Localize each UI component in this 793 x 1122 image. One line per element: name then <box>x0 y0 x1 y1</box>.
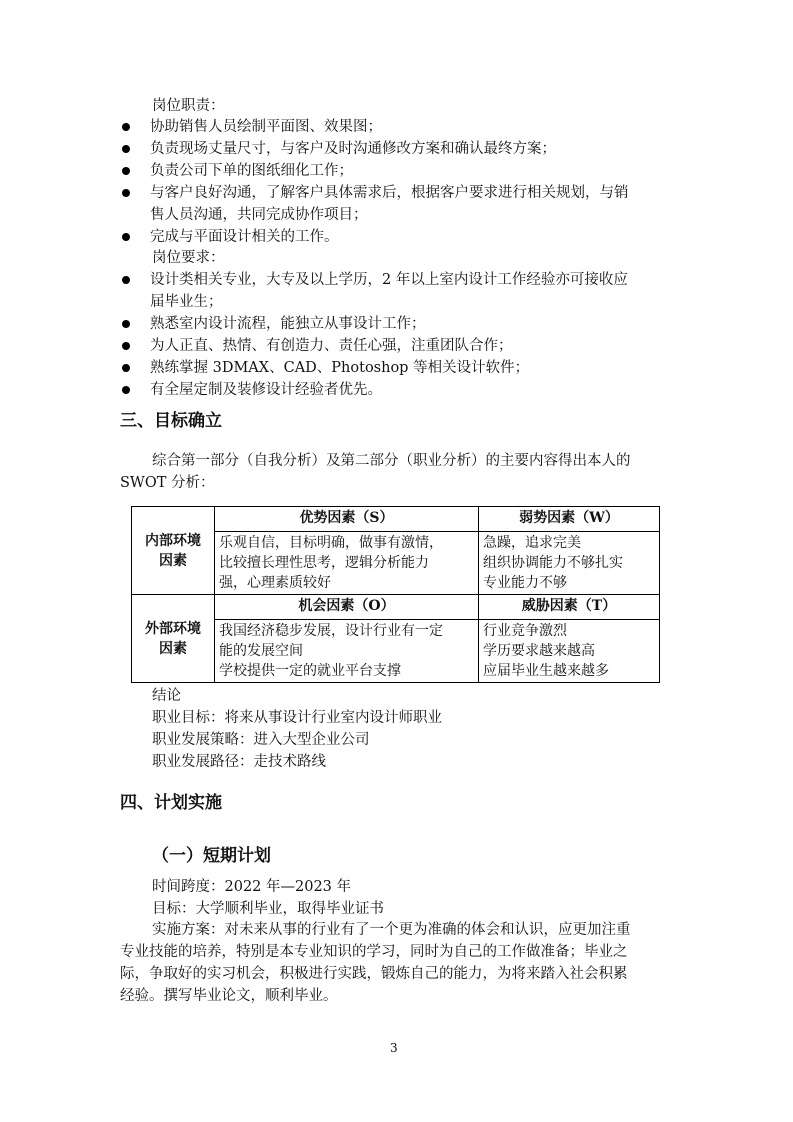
bullet-icon <box>122 386 130 394</box>
plan-text-continued: 专业技能的培养，特别是本专业知识的学习，同时为自己的工作做准备；毕业之 <box>120 944 628 960</box>
swot-table <box>131 506 660 683</box>
requirement-item: 设计类相关专业，大专及以上学历，2 年以上室内设计工作经验亦可接收应 <box>150 272 628 288</box>
requirement-item: 熟悉室内设计流程，能独立从事设计工作； <box>150 316 426 332</box>
bullet-icon <box>122 189 130 197</box>
conclusion-line: 职业发展策略：进入大型企业公司 <box>152 732 370 748</box>
timespan-text: 时间跨度：2022 年—2023 年 <box>152 879 352 895</box>
conclusion-line: 职业发展路径：走技术路线 <box>152 754 326 770</box>
requirement-item-continued: 届毕业生； <box>150 294 223 310</box>
goal-text: 目标：大学顺利毕业，取得毕业证书 <box>152 901 384 917</box>
requirements-title: 岗位要求： <box>152 250 225 266</box>
bullet-icon <box>122 233 130 241</box>
requirement-item: 熟练掌握 3DMAX、CAD、Photoshop 等相关设计软件； <box>150 360 530 376</box>
section-heading: 四、计划实施 <box>120 793 222 813</box>
plan-text-continued: 经验。撰写毕业论文，顺利毕业。 <box>120 988 338 1004</box>
duty-item: 协助销售人员绘制平面图、效果图； <box>150 119 382 135</box>
section-heading: 三、目标确立 <box>120 411 222 431</box>
requirement-item: 为人正直、热情、有创造力、责任心强，注重团队合作； <box>150 338 513 354</box>
threats-header: 威胁因素（T） <box>479 595 660 620</box>
subsection-heading: （一）短期计划 <box>152 846 271 866</box>
opportunities-header: 机会因素（O） <box>215 595 479 620</box>
threats-cell: 行业竞争激烈 学历要求越来越高 应届毕业生越来越多 <box>479 620 660 683</box>
bullet-icon <box>122 342 130 350</box>
bullet-icon <box>122 276 130 284</box>
duty-item: 负责公司下单的图纸细化工作； <box>150 163 353 179</box>
bullet-icon <box>122 145 130 153</box>
plan-text-continued: 际，争取好的实习机会，积极进行实践，锻炼自己的能力，为将来踏入社会积累 <box>120 966 628 982</box>
bullet-icon <box>122 123 130 131</box>
requirement-item: 有全屋定制及装修设计经验者优先。 <box>150 382 382 398</box>
conclusion-line: 职业目标：将来从事设计行业室内设计师职业 <box>152 710 442 726</box>
bullet-icon <box>122 167 130 175</box>
opportunities-cell: 我国经济稳步发展，设计行业有一定 能的发展空间 学校提供一定的就业平台支撑 <box>215 620 479 683</box>
plan-text: 实施方案：对未来从事的行业有了一个更为准确的体会和认识，应更加注重 <box>152 922 631 938</box>
duties-title: 岗位职责： <box>152 98 225 114</box>
bullet-icon <box>122 364 130 372</box>
internal-factors-label: 内部环境 因素 <box>132 507 215 595</box>
duty-item: 负责现场丈量尺寸，与客户及时沟通修改方案和确认最终方案； <box>150 141 556 157</box>
weaknesses-header: 弱势因素（W） <box>479 507 660 532</box>
intro-text: 综合第一部分（自我分析）及第二部分（职业分析）的主要内容得出本人的 <box>152 453 631 469</box>
external-factors-label: 外部环境 因素 <box>132 595 215 683</box>
strengths-cell: 乐观自信，目标明确，做事有激情， 比较擅长理性思考，逻辑分析能力 强，心理素质较好 <box>215 532 479 595</box>
conclusion-title: 结论 <box>152 688 181 704</box>
intro-text-continued: SWOT 分析： <box>120 475 215 491</box>
page-number: 3 <box>390 1041 398 1055</box>
strengths-header: 优势因素（S） <box>215 507 479 532</box>
duty-item: 完成与平面设计相关的工作。 <box>150 229 339 245</box>
weaknesses-cell: 急躁，追求完美 组织协调能力不够扎实 专业能力不够 <box>479 532 660 595</box>
duty-item: 与客户良好沟通，了解客户具体需求后，根据客户要求进行相关规划，与销 <box>150 185 629 201</box>
bullet-icon <box>122 320 130 328</box>
duty-item-continued: 售人员沟通，共同完成协作项目； <box>150 207 368 223</box>
